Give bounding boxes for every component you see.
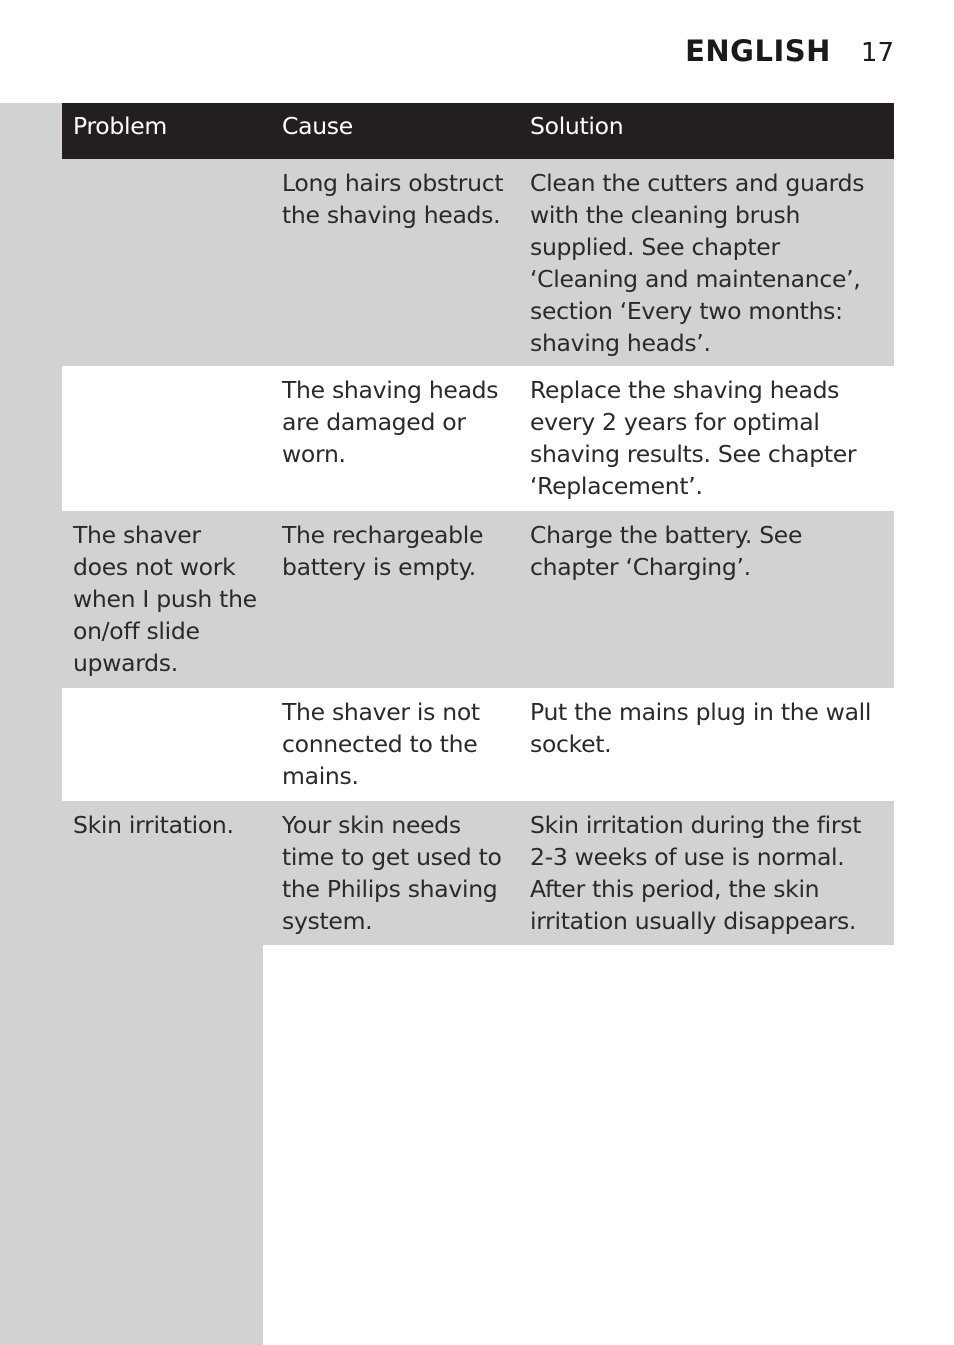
problem-cell: The shaver does not work when I push the on/off slide upwards.	[62, 511, 271, 688]
problem-cell	[62, 366, 271, 511]
column-header-solution: Solution	[519, 103, 894, 159]
language-title: ENGLISH	[685, 34, 831, 68]
table-row	[62, 688, 894, 801]
table-row	[62, 511, 894, 688]
cause-cell: The rechargeable battery is empty.	[271, 511, 519, 688]
column-header-cause: Cause	[271, 103, 519, 159]
table-row	[62, 366, 894, 511]
problem-cell	[62, 159, 271, 366]
table-row	[62, 159, 894, 366]
solution-cell: Replace the shaving heads every 2 years for optimal shaving results. See chapter ‘Replacement’.	[519, 366, 894, 511]
solution-cell: Charge the battery. See chapter ‘Charging’.	[519, 511, 894, 688]
problem-cell: Skin irritation.	[62, 801, 271, 945]
cause-cell: Long hairs obstruct the shaving heads.	[271, 159, 519, 366]
table-header-row	[62, 103, 894, 159]
problem-cell	[62, 688, 271, 801]
solution-cell: Skin irritation during the first 2-3 weeks of use is normal. After this period, the skin irritation usually disappears.	[519, 801, 894, 945]
cause-cell: Your skin needs time to get used to the Philips shaving system.	[271, 801, 519, 945]
solution-cell: Put the mains plug in the wall socket.	[519, 688, 894, 801]
cause-cell: The shaver is not connected to the mains.	[271, 688, 519, 801]
column-header-problem: Problem	[62, 103, 271, 159]
page-number: 17	[860, 38, 894, 68]
table-row	[62, 801, 894, 945]
troubleshooting-table	[62, 103, 894, 945]
page-header	[685, 34, 894, 74]
solution-cell: Clean the cutters and guards with the cleaning brush supplied. See chapter ‘Cleaning and maintenance’, section ‘Every two months: shaving heads’.	[519, 159, 894, 366]
cause-cell: The shaving heads are damaged or worn.	[271, 366, 519, 511]
